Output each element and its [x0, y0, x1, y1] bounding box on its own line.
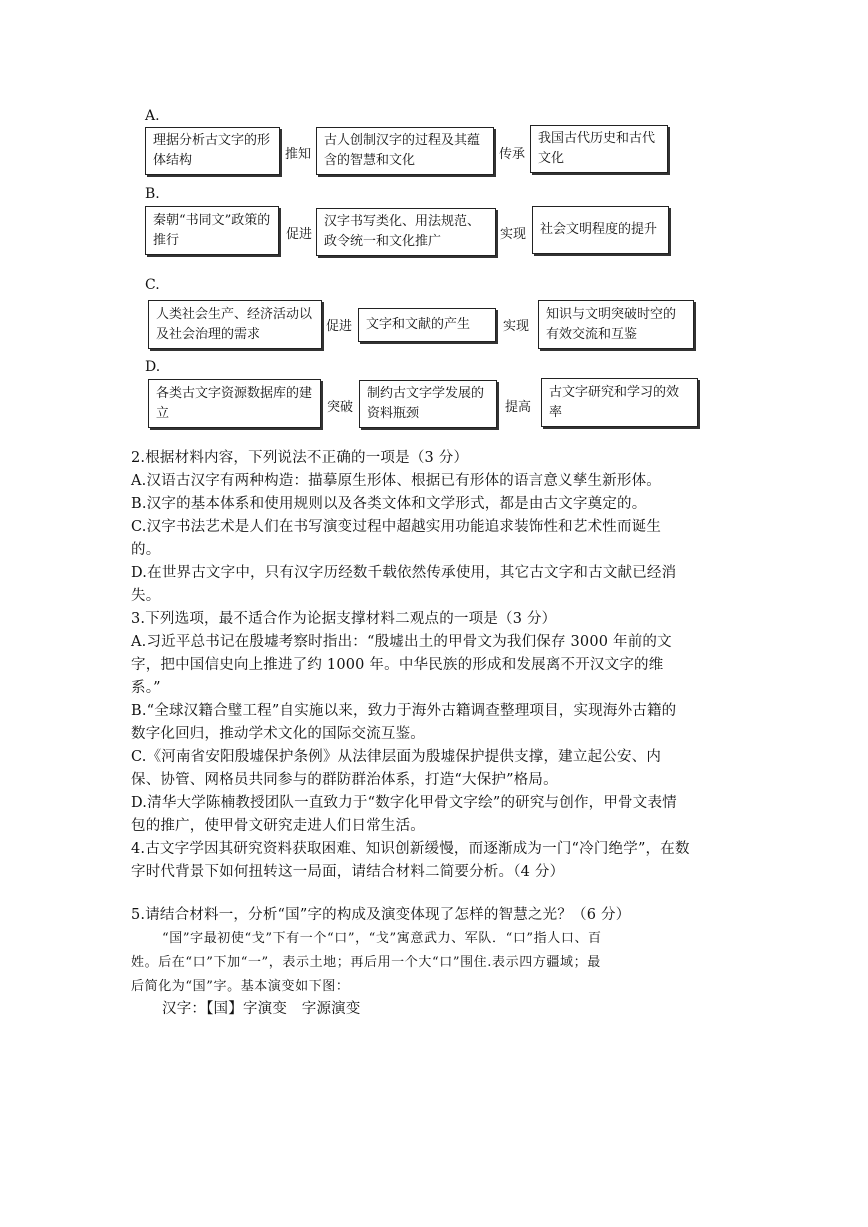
option-a-label: A.	[145, 108, 160, 124]
q2-title: 2.根据材料内容，下列说法不正确的一项是（3 分）	[131, 450, 469, 466]
option-b-box1: 秦朝“书同文”政策的推行	[145, 206, 279, 255]
q4-title: 4.古文字学因其研究资料获取困难、知识创新缓慢，而逐渐成为一门“冷门绝学”，在数	[131, 841, 690, 857]
option-d-conn1: 突破	[327, 400, 354, 415]
q2-option-c: C.汉字书法艺术是人们在书写演变过程中超越实用功能追求装饰性和艺术性而诞生	[131, 519, 662, 535]
option-b-label: B.	[145, 186, 160, 202]
option-c-conn1: 促进	[326, 319, 353, 334]
option-d-box3: 古文字研究和学习的效率	[541, 378, 698, 427]
option-d-box2: 制约古文字学发展的资料瓶颈	[359, 380, 497, 428]
option-b-conn1: 促进	[286, 227, 313, 242]
q3-option-a: A.习近平总书记在殷墟考察时指出：“殷墟出土的甲骨文为我们保存 3000 年前的文	[131, 634, 672, 650]
option-a-conn2: 传承	[499, 147, 526, 162]
option-c-box2: 文字和文献的产生	[358, 308, 496, 342]
q3-option-a-cont2: 系。”	[131, 680, 161, 696]
q3-option-d-cont: 包的推广，使甲骨文研究走进人们日常生活。	[131, 818, 425, 834]
q5-paragraph-line3: 后简化为“国”字。基本演变如下图：	[131, 979, 350, 994]
option-a-box1: 理据分析古文字的形体结构	[145, 127, 280, 175]
option-c-conn2: 实现	[503, 319, 530, 334]
q3-option-c-cont: 保、协管、网格员共同参与的群防群治体系，打造“大保护”格局。	[131, 772, 558, 788]
q5-title: 5.请结合材料一，分析“国”字的构成及演变体现了怎样的智慧之光？（6 分）	[131, 907, 631, 923]
option-b-conn2: 实现	[500, 227, 527, 242]
option-d-label: D.	[145, 359, 161, 375]
option-a-box2: 古人创制汉字的过程及其蕴含的智慧和文化	[316, 127, 494, 175]
q2-option-b: B.汉字的基本体系和使用规则以及各类文体和文学形式，都是由古文字奠定的。	[131, 496, 647, 512]
option-a-box3: 我国古代历史和古代文化	[530, 125, 668, 173]
option-a-conn1: 推知	[285, 147, 312, 162]
q3-option-b-cont: 数字化回归，推动学术文化的国际交流互鉴。	[131, 726, 425, 742]
option-c-label: C.	[145, 277, 160, 293]
option-d-conn2: 提高	[505, 400, 532, 415]
option-d-box1: 各类古文字资源数据库的建立	[148, 379, 321, 428]
q2-option-d: D.在世界古文字中，只有汉字历经数千载依然传承使用，其它古文字和古文献已经消	[131, 565, 677, 581]
q2-option-c-cont: 的。	[131, 542, 161, 558]
q3-option-b: B.“全球汉籍合璧工程”自实施以来，致力于海外古籍调查整理项目，实现海外古籍的	[131, 703, 677, 719]
option-b-box3: 社会文明程度的提升	[532, 206, 669, 254]
option-c-box1: 人类社会生产、经济活动以及社会治理的需求	[148, 300, 322, 349]
q2-option-a: A.汉语古汉字有两种构造：描摹原生形体、根据已有形体的语言意义孳生新形体。	[131, 473, 661, 489]
q3-option-a-cont1: 字，把中国信史向上推进了约 1000 年。中华民族的形成和发展离不开汉文字的维	[131, 657, 664, 673]
option-c-box3: 知识与文明突破时空的有效交流和互鉴	[538, 300, 694, 349]
q5-paragraph-line1: “国”字最初使“戈”下有一个“口”，“戈”寓意武力、军队．“口”指人口、百	[162, 931, 602, 946]
q3-option-d: D.清华大学陈楠教授团队一直致力于“数字化甲骨文字绘”的研究与创作，甲骨文表情	[131, 795, 677, 811]
q4-title-cont: 字时代背景下如何扭转这一局面，请结合材料二简要分析。（4 分）	[131, 864, 565, 880]
q5-paragraph-line2: 姓。后在“口”下加“一”，表示土地；再后用一个大“口”围住.表示四方疆域；最	[131, 955, 601, 970]
q2-option-d-cont: 失。	[131, 588, 161, 604]
q3-option-c: C.《河南省安阳殷墟保护条例》从法律层面为殷墟保护提供支撑，建立起公安、内	[131, 749, 662, 765]
option-b-box2: 汉字书写类化、用法规范、政令统一和文化推广	[316, 208, 496, 256]
q3-title: 3.下列选项，最不适合作为论据支撑材料二观点的一项是（3 分）	[131, 611, 557, 627]
q5-caption: 汉字：【国】字演变 字源演变	[162, 1001, 361, 1017]
